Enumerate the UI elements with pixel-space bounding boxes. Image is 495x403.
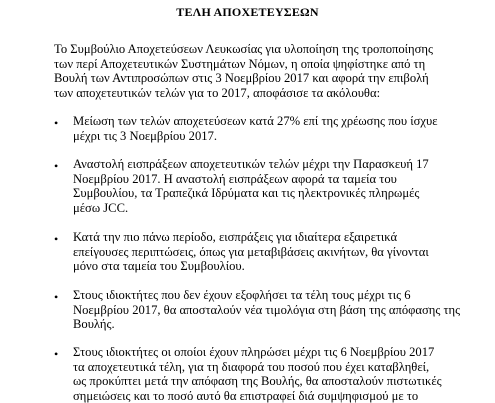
intro-line: των περί Αποχετευτικών Συστημάτων Νόμων, η οποία ψηφίστηκε από τη [54, 57, 452, 72]
bullet-line: μέχρι τις 3 Νοεμβρίου 2017. [73, 129, 471, 144]
bullet-icon: • [54, 159, 58, 173]
bullet-text [73, 114, 471, 143]
bullet-line: Συμβουλίου, τα Τραπεζικά Ιδρύματα και τις ηλεκτρονικές πληρωμές [73, 186, 471, 201]
bullet-line: τα αποχετευτικά τέλη, για τη διαφορά του ποσού που έχει καταβληθεί, [73, 360, 471, 375]
bullet-line: Νοεμβρίου 2017, θα αποσταλούν νέα τιμολόγια στη βάση της απόφασης της [73, 303, 471, 318]
bullet-text [73, 288, 471, 332]
bullet-icon: • [54, 347, 58, 361]
bullet-line: σημειώσεις και το ποσό αυτό θα επιστραφεί διά συμψηφισμού με το [73, 389, 471, 403]
page-title: ΤΕΛΗ ΑΠΟΧΕΤΕΥΣΕΩΝ [0, 5, 495, 19]
bullet-text [73, 345, 471, 403]
bullet-line: Αναστολή εισπράξεων αποχετευτικών τελών μέχρι την Παρασκευή 17 [73, 157, 471, 172]
bullet-line: Νοεμβρίου 2017. Η αναστολή εισπράξεων αφορά τα ταμεία του [73, 172, 471, 187]
bullet-line: μόνο στα ταμεία του Συμβουλίου. [73, 259, 471, 274]
bullet-line: επείγουσες περιπτώσεις, όπως για μεταβιβάσεις ακινήτων, θα γίνονται [73, 245, 471, 260]
bullet-line: Στους ιδιοκτήτες που δεν έχουν εξοφλήσει τα τέλη τους μέχρι τις 6 [73, 288, 471, 303]
bullet-icon: • [54, 232, 58, 246]
bullet-text [73, 157, 471, 215]
bullet-line: μέσω JCC. [73, 201, 471, 216]
bullet-line: Κατά την πιο πάνω περίοδο, εισπράξεις για ιδιαίτερα εξαιρετικά [73, 230, 471, 245]
bullet-icon: • [54, 290, 58, 304]
bullet-text [73, 230, 471, 274]
intro-line: Βουλή των Αντιπροσώπων στις 3 Νοεμβρίου 2017 και αφορά την επιβολή [54, 71, 452, 86]
intro-line: Το Συμβούλιο Αποχετεύσεων Λευκωσίας για υλοποίηση της τροποποίησης [54, 42, 452, 57]
intro-paragraph [54, 42, 452, 100]
bullet-line: Μείωση των τελών αποχετεύσεων κατά 27% επί της χρέωσης που ίσχυε [73, 114, 471, 129]
bullet-icon: • [54, 116, 58, 130]
bullet-line: Βουλής. [73, 317, 471, 332]
intro-line: των αποχετευτικών τελών για το 2017, αποφάσισε τα ακόλουθα: [54, 86, 452, 101]
bullet-line: ως προκύπτει μετά την απόφαση της Βουλής, θα αποσταλούν πιστωτικές [73, 374, 471, 389]
bullet-line: Στους ιδιοκτήτες οι οποίοι έχουν πληρώσει μέχρι τις 6 Νοεμβρίου 2017 [73, 345, 471, 360]
